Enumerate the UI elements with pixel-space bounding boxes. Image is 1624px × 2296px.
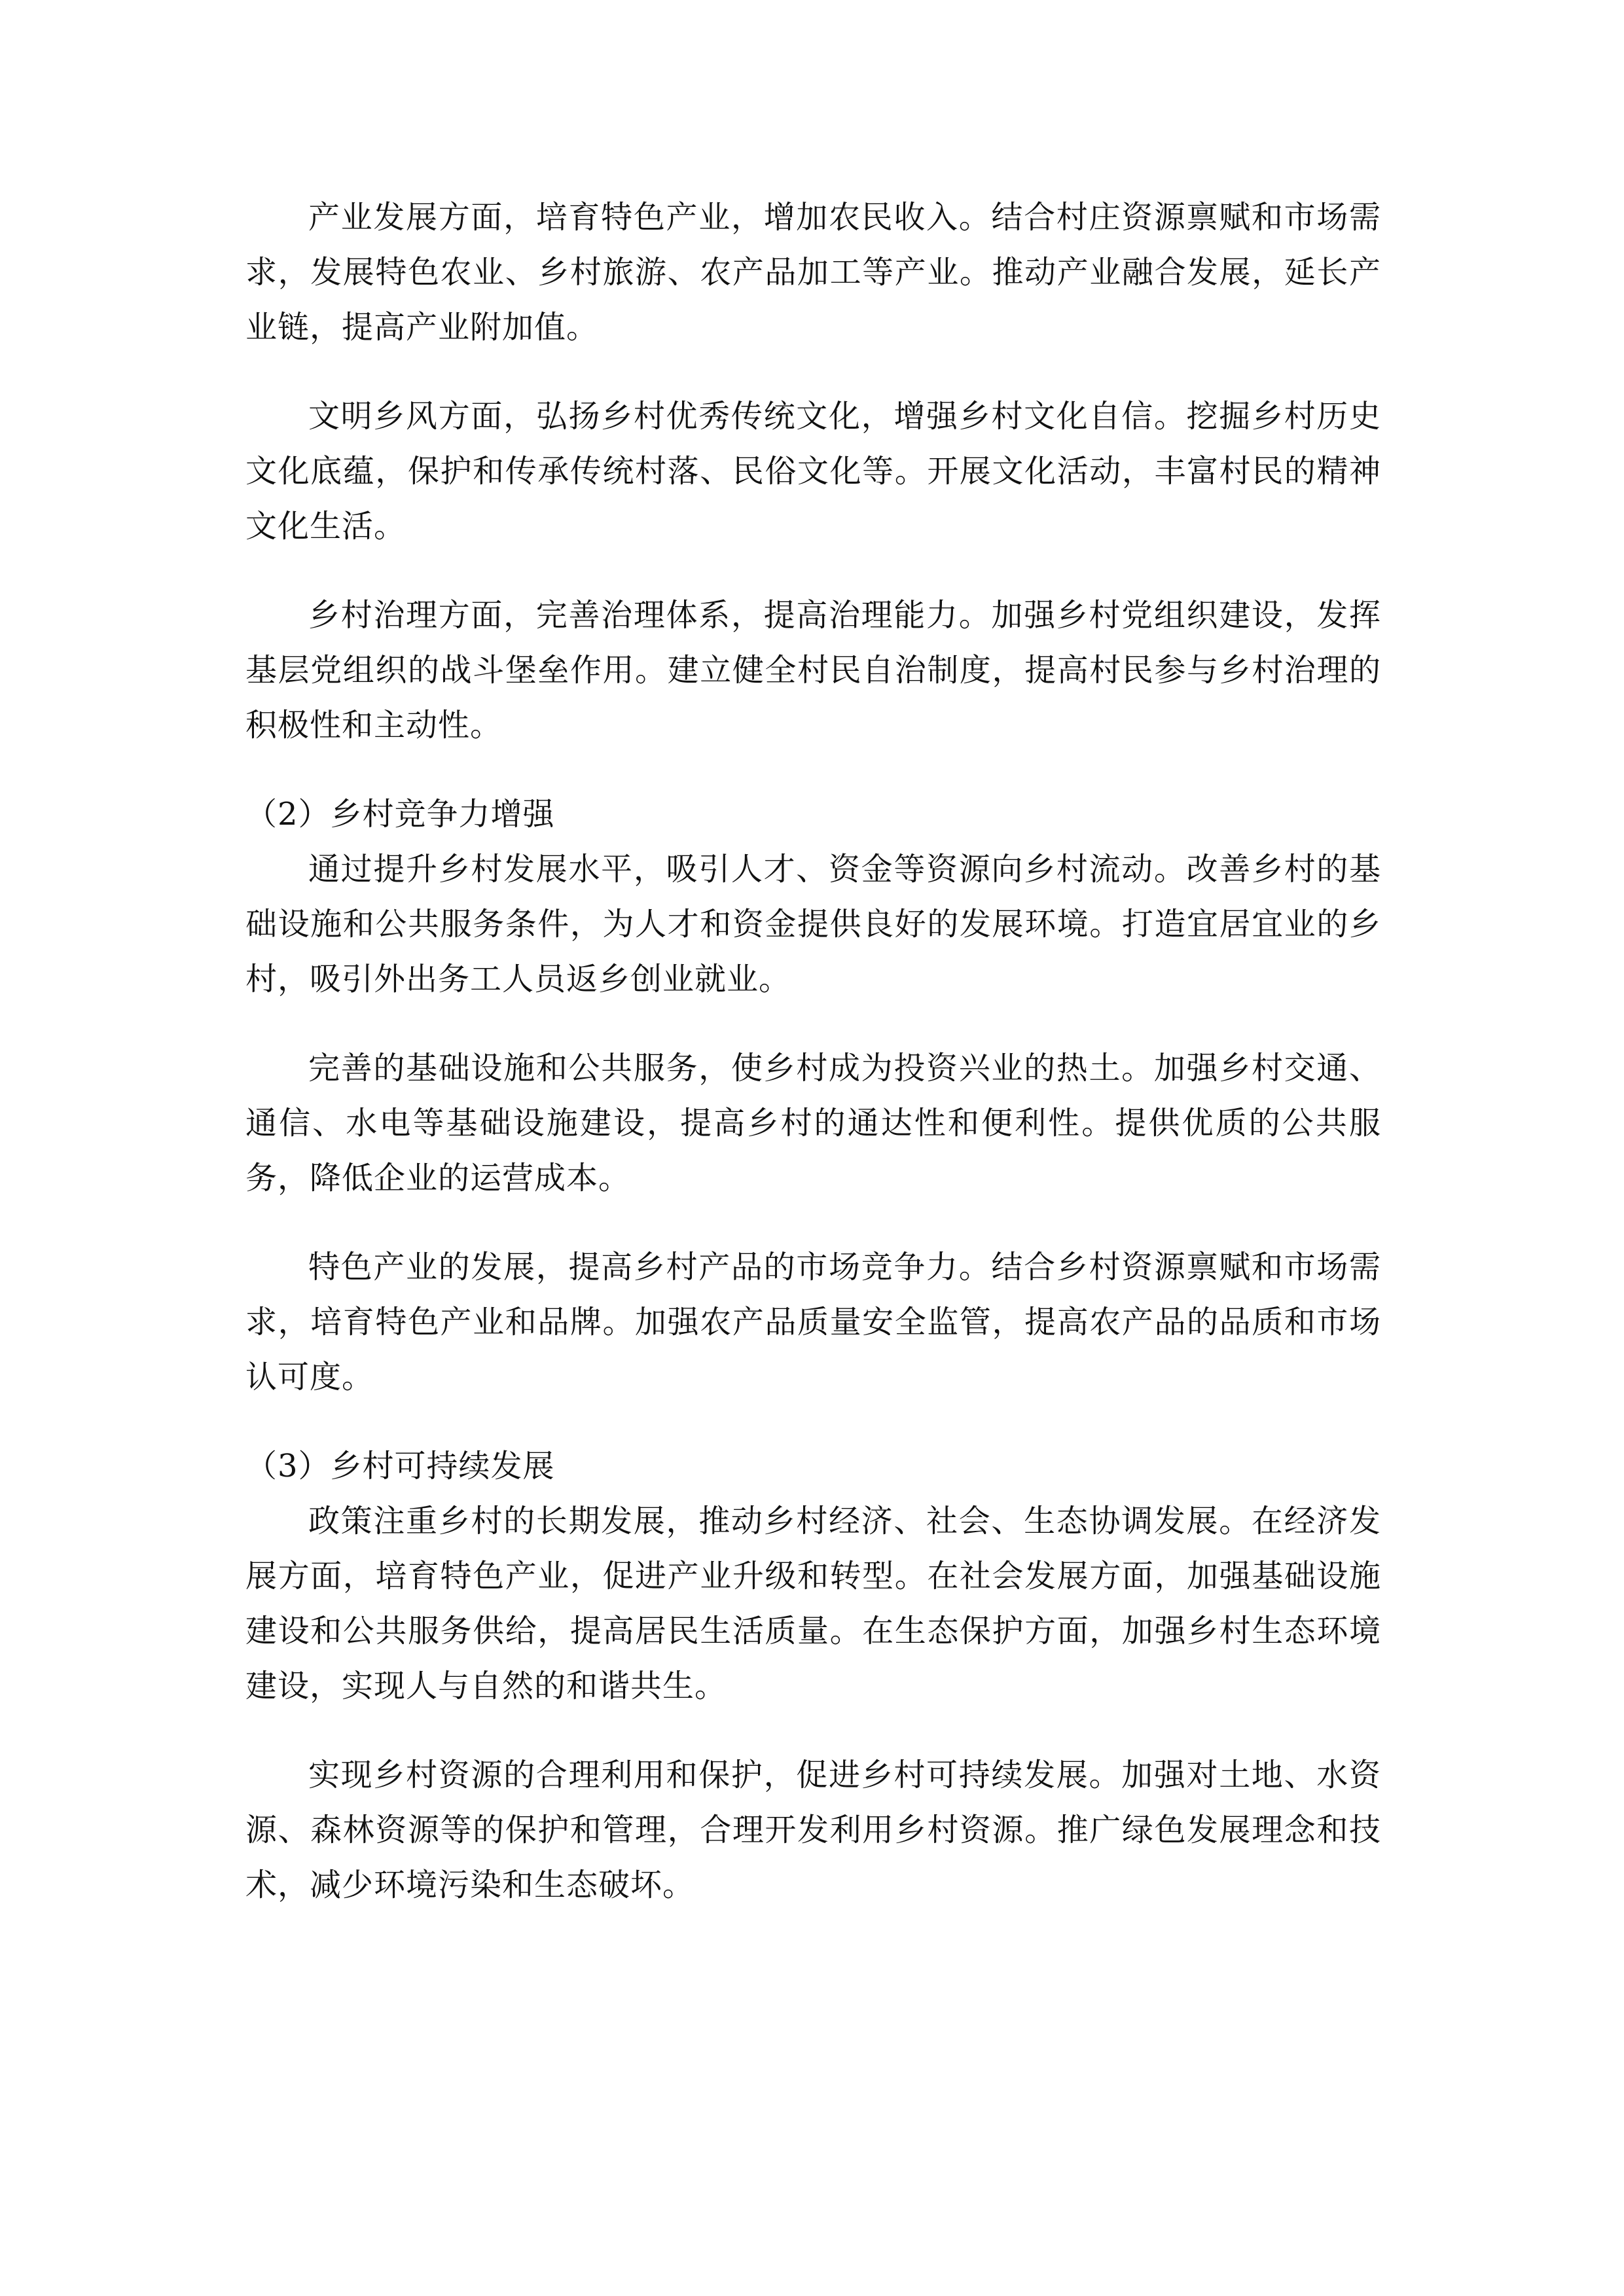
section-competitiveness [245, 787, 1381, 1405]
section-sustainability [245, 1439, 1381, 1912]
paragraph-specialty-industry: 特色产业的发展，提高乡村产品的市场竞争力。结合乡村资源禀赋和市场需求，培育特色产业和品牌。加强农产品质量安全监管，提高农产品的品质和市场认可度。 [245, 1249, 1381, 1395]
section-heading-sustainability: （3）乡村可持续发展 [245, 1448, 555, 1484]
paragraph-infrastructure: 完善的基础设施和公共服务，使乡村成为投资兴业的热土。加强乡村交通、通信、水电等基础设施建设，提高乡村的通达性和便利性。提供优质的公共服务，降低企业的运营成本。 [245, 1050, 1381, 1196]
paragraph-long-term: 政策注重乡村的长期发展，推动乡村经济、社会、生态协调发展。在经济发展方面，培育特色产业，促进产业升级和转型。在社会发展方面，加强基础设施建设和公共服务供给，提高居民生活质量。在生态保护方面，加强乡村生态环境建设，实现人与自然的和谐共生。 [245, 1503, 1381, 1704]
paragraph-resources: 实现乡村资源的合理利用和保护，促进乡村可持续发展。加强对土地、水资源、森林资源等的保护和管理，合理开发利用乡村资源。推广绿色发展理念和技术，减少环境污染和生态破坏。 [245, 1757, 1381, 1903]
paragraph-governance: 乡村治理方面，完善治理体系，提高治理能力。加强乡村党组织建设，发挥基层党组织的战斗堡垒作用。建立健全村民自治制度，提高村民参与乡村治理的积极性和主动性。 [245, 597, 1381, 744]
document-page [245, 190, 1381, 1946]
paragraph-civilization: 文明乡风方面，弘扬乡村优秀传统文化，增强乡村文化自信。挖掘乡村历史文化底蕴，保护和传承传统村落、民俗文化等。开展文化活动，丰富村民的精神文化生活。 [245, 398, 1381, 545]
paragraph-industry: 产业发展方面，培育特色产业，增加农民收入。结合村庄资源禀赋和市场需求，发展特色农业、乡村旅游、农产品加工等产业。推动产业融合发展，延长产业链，提高产业附加值。 [245, 199, 1381, 346]
section-heading-competitiveness: （2）乡村竞争力增强 [245, 796, 555, 833]
paragraph-talent: 通过提升乡村发展水平，吸引人才、资金等资源向乡村流动。改善乡村的基础设施和公共服务条件，为人才和资金提供良好的发展环境。打造宜居宜业的乡村，吸引外出务工人员返乡创业就业。 [245, 851, 1381, 997]
